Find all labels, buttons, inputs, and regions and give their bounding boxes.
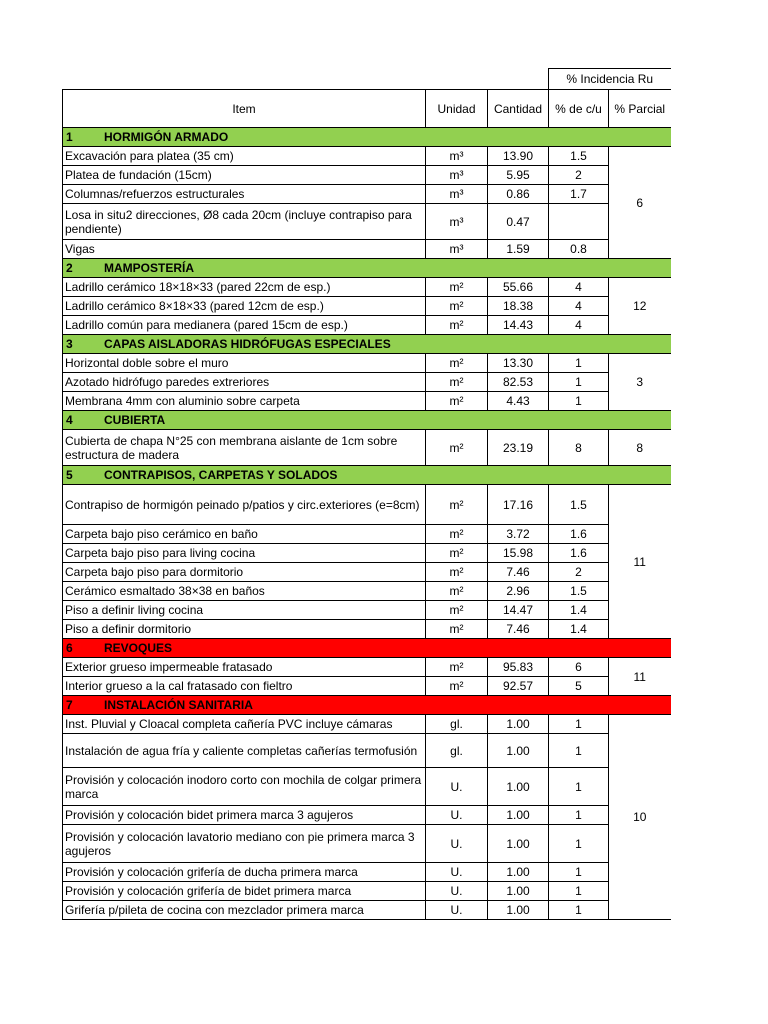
unit-cell: U. <box>426 901 488 920</box>
unit-cell: gl. <box>426 734 488 768</box>
unit-cell: U. <box>426 825 488 863</box>
budget-table <box>62 68 671 920</box>
quantity-cell: 82.53 <box>488 373 549 392</box>
quantity-cell: 23.19 <box>488 430 549 466</box>
quantity-cell: 1.00 <box>488 715 549 734</box>
table-row <box>63 715 671 734</box>
pct-cu-cell: 1 <box>549 734 609 768</box>
pct-cu-cell: 1 <box>549 768 609 806</box>
section-number: 5 <box>66 468 73 482</box>
item-cell: Losa in situ2 direcciones, Ø8 cada 20cm (incluye contrapiso para pendiente) <box>63 204 426 240</box>
unit-cell: m³ <box>426 166 488 185</box>
section-header-row <box>63 696 671 715</box>
table-row <box>63 563 671 582</box>
item-cell: Excavación para platea (35 cm) <box>63 147 426 166</box>
unit-cell: m² <box>426 601 488 620</box>
pct-cu-cell: 8 <box>549 430 609 466</box>
item-cell: Carpeta bajo piso cerámico en baño <box>63 525 426 544</box>
pct-cu-cell: 2 <box>549 166 609 185</box>
pct-cu-cell: 1 <box>549 825 609 863</box>
table-row <box>63 677 671 696</box>
item-cell: Grifería p/pileta de cocina con mezclador primera marca <box>63 901 426 920</box>
quantity-cell: 95.83 <box>488 658 549 677</box>
pct-parcial-cell: 8 <box>609 430 671 466</box>
pct-parcial-cell: 11 <box>609 658 671 696</box>
section-number: 2 <box>66 261 73 275</box>
section-header-row <box>63 259 671 278</box>
pct-cu-cell: 1 <box>549 806 609 825</box>
item-cell: Contrapiso de hormigón peinado p/patios y circ.exteriores (e=8cm) <box>63 485 426 525</box>
quantity-cell: 1.00 <box>488 882 549 901</box>
unit-cell: m² <box>426 354 488 373</box>
pct-cu-cell: 1.6 <box>549 525 609 544</box>
unit-cell: U. <box>426 806 488 825</box>
quantity-cell: 4.43 <box>488 392 549 411</box>
item-cell: Horizontal doble sobre el muro <box>63 354 426 373</box>
item-cell: Piso a definir dormitorio <box>63 620 426 639</box>
item-cell: Provisión y colocación grifería de bidet primera marca <box>63 882 426 901</box>
item-cell: Cubierta de chapa N°25 con membrana aislante de 1cm sobre estructura de madera <box>63 430 426 466</box>
col-header-item: Item <box>63 90 426 128</box>
section-title: MAMPOSTERÍA <box>104 261 194 275</box>
pct-parcial-cell: 12 <box>609 278 671 335</box>
table-row <box>63 582 671 601</box>
pct-parcial-cell: 6 <box>609 147 671 259</box>
item-cell: Columnas/refuerzos estructurales <box>63 185 426 204</box>
table-row <box>63 147 671 166</box>
unit-cell: m² <box>426 525 488 544</box>
section-title: CONTRAPISOS, CARPETAS Y SOLADOS <box>104 468 338 482</box>
unit-cell: U. <box>426 882 488 901</box>
table-row <box>63 316 671 335</box>
item-cell: Provisión y colocación bidet primera marca 3 agujeros <box>63 806 426 825</box>
unit-cell: U. <box>426 768 488 806</box>
unit-cell: gl. <box>426 715 488 734</box>
table-row <box>63 373 671 392</box>
pct-cu-cell: 1 <box>549 882 609 901</box>
item-cell: Membrana 4mm con aluminio sobre carpeta <box>63 392 426 411</box>
quantity-cell: 1.00 <box>488 901 549 920</box>
quantity-cell: 0.47 <box>488 204 549 240</box>
quantity-cell: 14.47 <box>488 601 549 620</box>
pct-cu-cell: 1 <box>549 901 609 920</box>
col-header-cantidad: Cantidad <box>488 90 549 128</box>
pct-cu-cell <box>549 204 609 240</box>
quantity-cell: 92.57 <box>488 677 549 696</box>
pct-cu-cell: 1.6 <box>549 544 609 563</box>
col-header-pct-cu: % de c/u <box>549 90 609 128</box>
section-header-row <box>63 466 671 485</box>
unit-cell: m² <box>426 278 488 297</box>
table-row <box>63 166 671 185</box>
item-cell: Inst. Pluvial y Cloacal completa cañería PVC incluye cámaras <box>63 715 426 734</box>
pct-cu-cell: 1.5 <box>549 147 609 166</box>
pct-cu-cell: 2 <box>549 563 609 582</box>
quantity-cell: 13.90 <box>488 147 549 166</box>
quantity-cell: 1.00 <box>488 734 549 768</box>
table-row <box>63 601 671 620</box>
table-row <box>63 825 671 863</box>
table-row <box>63 240 671 259</box>
unit-cell: m² <box>426 430 488 466</box>
unit-cell: m² <box>426 485 488 525</box>
section-number: 6 <box>66 641 73 655</box>
quantity-cell: 1.00 <box>488 768 549 806</box>
quantity-cell: 55.66 <box>488 278 549 297</box>
table-row <box>63 806 671 825</box>
pct-cu-cell: 4 <box>549 316 609 335</box>
table-row <box>63 863 671 882</box>
table-row <box>63 901 671 920</box>
pct-parcial-cell: 3 <box>609 354 671 411</box>
table-row <box>63 882 671 901</box>
unit-cell: m² <box>426 677 488 696</box>
table-row <box>63 620 671 639</box>
quantity-cell: 1.00 <box>488 806 549 825</box>
item-cell: Ladrillo cerámico 8×18×33 (pared 12cm de esp.) <box>63 297 426 316</box>
col-header-pct-parcial: % Parcial <box>609 90 671 128</box>
section-number: 4 <box>66 413 73 427</box>
item-cell: Carpeta bajo piso para dormitorio <box>63 563 426 582</box>
table-row <box>63 768 671 806</box>
section-title: HORMIGÓN ARMADO <box>104 130 229 144</box>
item-cell: Provisión y colocación lavatorio mediano con pie primera marca 3 agujeros <box>63 825 426 863</box>
pct-cu-cell: 0.8 <box>549 240 609 259</box>
quantity-cell: 7.46 <box>488 620 549 639</box>
table-row <box>63 185 671 204</box>
section-header-row <box>63 411 671 430</box>
table-row <box>63 354 671 373</box>
table-row <box>63 544 671 563</box>
section-header-row <box>63 128 671 147</box>
table-row <box>63 485 671 525</box>
table-row <box>63 734 671 768</box>
pct-cu-cell: 1.4 <box>549 620 609 639</box>
quantity-cell: 5.95 <box>488 166 549 185</box>
budget-sheet <box>62 68 768 920</box>
pct-cu-cell: 5 <box>549 677 609 696</box>
column-header-row <box>63 90 671 128</box>
section-title: REVOQUES <box>104 641 173 655</box>
unit-cell: m² <box>426 544 488 563</box>
col-header-unidad: Unidad <box>426 90 488 128</box>
quantity-cell: 1.59 <box>488 240 549 259</box>
section-header-row <box>63 639 671 658</box>
pct-cu-cell: 1 <box>549 715 609 734</box>
table-row <box>63 278 671 297</box>
section-number: 7 <box>66 698 73 712</box>
table-row <box>63 204 671 240</box>
item-cell: Ladrillo cerámico 18×18×33 (pared 22cm de esp.) <box>63 278 426 297</box>
unit-cell: m² <box>426 373 488 392</box>
quantity-cell: 1.00 <box>488 825 549 863</box>
table-row <box>63 658 671 677</box>
pct-cu-cell: 1.7 <box>549 185 609 204</box>
unit-cell: m² <box>426 582 488 601</box>
pct-cu-cell: 1 <box>549 863 609 882</box>
section-title: INSTALACIÓN SANITARIA <box>104 698 253 712</box>
item-cell: Interior grueso a la cal fratasado con fieltro <box>63 677 426 696</box>
table-row <box>63 430 671 466</box>
item-cell: Azotado hidrófugo paredes extreriores <box>63 373 426 392</box>
section-title: CAPAS AISLADORAS HIDRÓFUGAS ESPECIALES <box>104 337 391 351</box>
section-header-row <box>63 335 671 354</box>
pct-cu-cell: 1 <box>549 392 609 411</box>
table-row <box>63 525 671 544</box>
item-cell: Ladrillo común para medianera (pared 15cm de esp.) <box>63 316 426 335</box>
item-cell: Piso a definir living cocina <box>63 601 426 620</box>
unit-cell: m² <box>426 563 488 582</box>
item-cell: Provisión y colocación inodoro corto con mochila de colgar primera marca <box>63 768 426 806</box>
quantity-cell: 18.38 <box>488 297 549 316</box>
pct-cu-cell: 1.5 <box>549 485 609 525</box>
quantity-cell: 7.46 <box>488 563 549 582</box>
pct-parcial-cell: 10 <box>609 715 671 920</box>
pct-cu-cell: 1.5 <box>549 582 609 601</box>
pct-cu-cell: 1 <box>549 354 609 373</box>
quantity-cell: 15.98 <box>488 544 549 563</box>
unit-cell: m² <box>426 620 488 639</box>
pct-cu-cell: 6 <box>549 658 609 677</box>
section-number: 1 <box>66 130 73 144</box>
pct-cu-cell: 4 <box>549 297 609 316</box>
incidence-group-header: % Incidencia Ru <box>549 69 671 90</box>
unit-cell: m² <box>426 316 488 335</box>
item-cell: Vigas <box>63 240 426 259</box>
table-row <box>63 392 671 411</box>
item-cell: Cerámico esmaltado 38×38 en baños <box>63 582 426 601</box>
pct-cu-cell: 1 <box>549 373 609 392</box>
unit-cell: m² <box>426 658 488 677</box>
item-cell: Platea de fundación (15cm) <box>63 166 426 185</box>
unit-cell: U. <box>426 863 488 882</box>
unit-cell: m³ <box>426 240 488 259</box>
section-title: CUBIERTA <box>104 413 166 427</box>
item-cell: Provisión y colocación grifería de ducha primera marca <box>63 863 426 882</box>
quantity-cell: 0.86 <box>488 185 549 204</box>
quantity-cell: 1.00 <box>488 863 549 882</box>
item-cell: Carpeta bajo piso para living cocina <box>63 544 426 563</box>
unit-cell: m² <box>426 392 488 411</box>
section-number: 3 <box>66 337 73 351</box>
group-header-row <box>63 69 671 90</box>
unit-cell: m³ <box>426 147 488 166</box>
pct-parcial-cell: 11 <box>609 485 671 639</box>
quantity-cell: 14.43 <box>488 316 549 335</box>
table-row <box>63 297 671 316</box>
unit-cell: m² <box>426 297 488 316</box>
item-cell: Exterior grueso impermeable fratasado <box>63 658 426 677</box>
unit-cell: m³ <box>426 204 488 240</box>
pct-cu-cell: 1.4 <box>549 601 609 620</box>
quantity-cell: 3.72 <box>488 525 549 544</box>
quantity-cell: 13.30 <box>488 354 549 373</box>
unit-cell: m³ <box>426 185 488 204</box>
quantity-cell: 2.96 <box>488 582 549 601</box>
pct-cu-cell: 4 <box>549 278 609 297</box>
quantity-cell: 17.16 <box>488 485 549 525</box>
item-cell: Instalación de agua fría y caliente completas cañerías termofusión <box>63 734 426 768</box>
